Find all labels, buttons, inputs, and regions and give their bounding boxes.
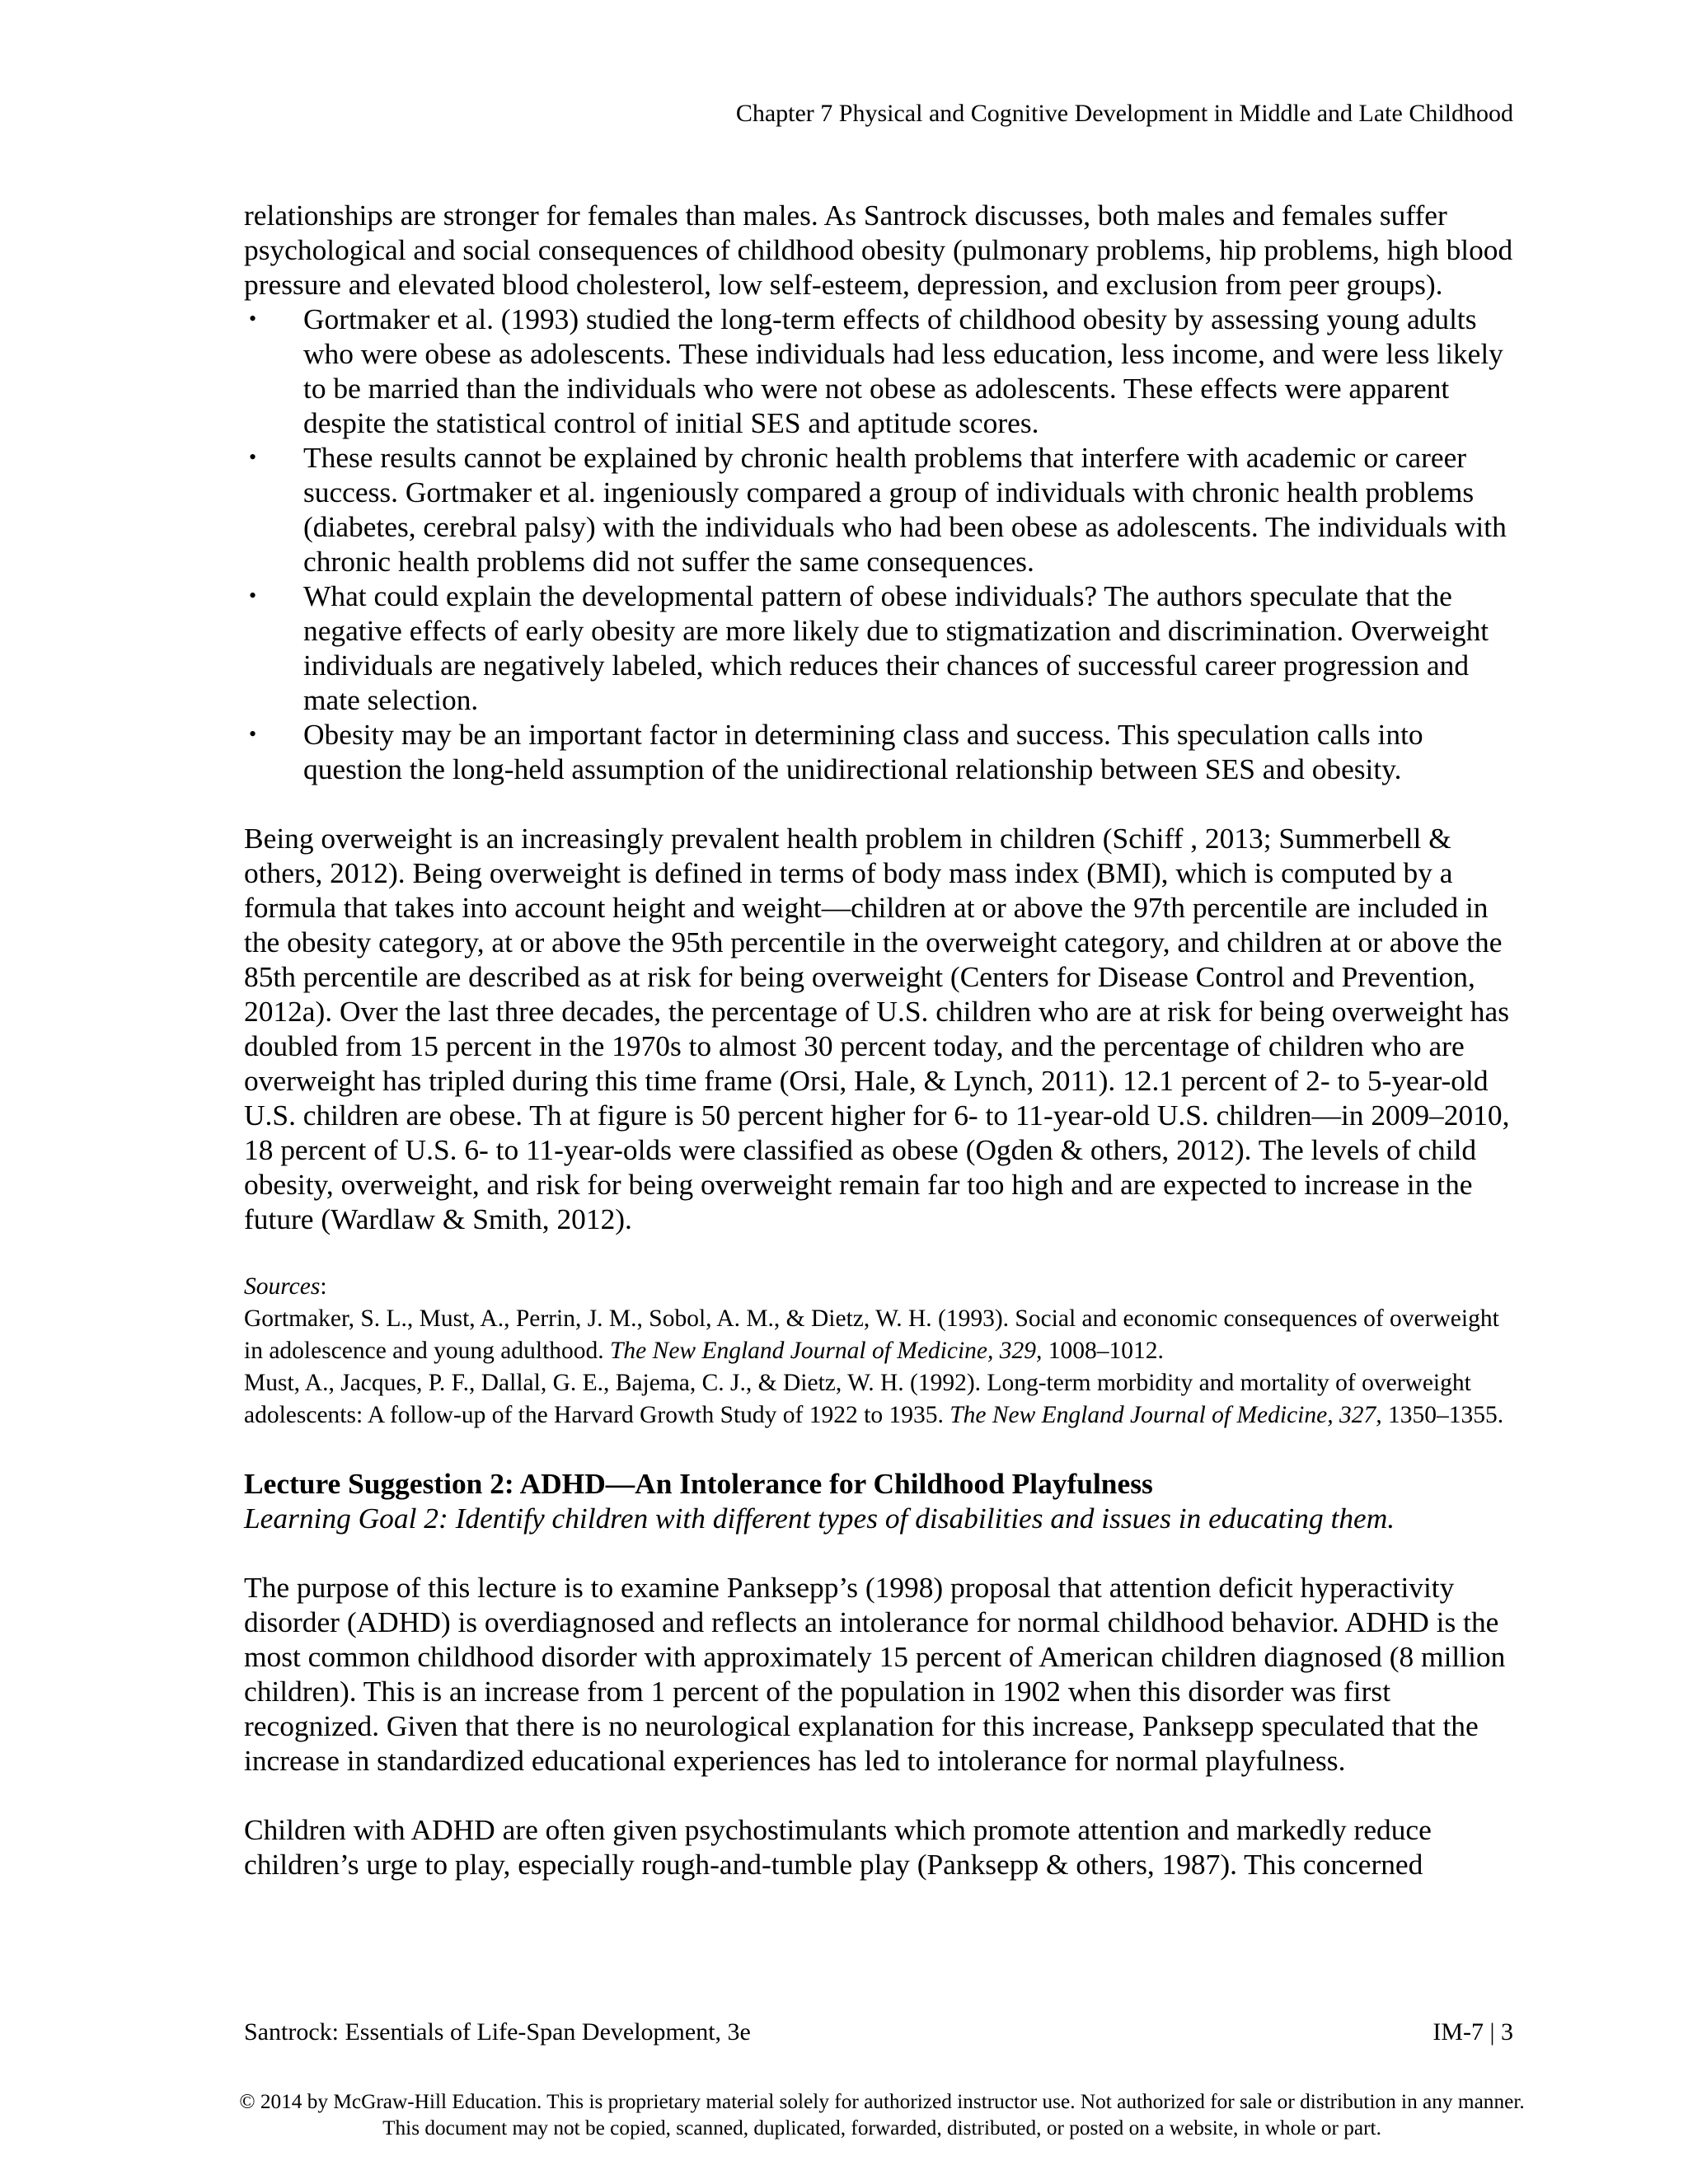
footer-page-number: IM-7 | 3 [1432,2018,1513,2046]
sources-heading [244,1271,1523,1303]
reference-1 [244,1303,1523,1367]
lecture-paragraph-2: Children with ADHD are often given psychostimulants which promote attention and markedly reduce children’s urge to play, especially rough-and-tumble play (Panksepp & others, 1987). This concerned [244,1813,1432,1881]
copyright-notice: © 2014 by McGraw-Hill Education. This is proprietary material solely for authorized instructor use. Not authorized for sale or distribution in any manner. This document may not be copied, scanned, duplicated, forwarded, distributed, or posted on a website, in whole or part. [239,2090,1525,2139]
learning-goal: Learning Goal 2: Identify children with different types of disabilities and issues in educating them. [244,1502,1395,1535]
bullet-list [244,302,1523,786]
bullet-text: Gortmaker et al. (1993) studied the long-term effects of childhood obesity by assessing young adults who were obese as adolescents. These individuals had less education, less income, and were less likely to be married than the individuals who were not obese as adolescents. These effects were apparent despite the statistical control of initial SES and aptitude scores. [303,302,1503,439]
running-header: Chapter 7 Physical and Cognitive Development in Middle and Late Childhood [735,100,1513,127]
lecture-heading-block [244,1466,1523,1535]
bullet-icon: • [249,445,257,469]
footer-book-title: Santrock: Essentials of Life-Span Development, 3e [244,2018,751,2046]
sources-colon: : [320,1273,327,1300]
bullet-item [244,717,1523,786]
bullet-icon: • [249,307,257,330]
overweight-paragraph: Being overweight is an increasingly prevalent health problem in children (Schiff , 2013; Summerbell & others, 2012). Being overweight is defined in terms of body mass index (BMI), which is computed by a formula that takes into account height and weight—children at or above the 97th percentile are included in the obesity category, at or above the 95th percentile in the overweight category, and children at or above the 85th percentile are described as at risk for being overweight (Centers for Disease Control and Prevention, 2012a). Over the last three decades, the percentage of U.S. children who are at risk for being overweight has doubled from 15 percent in the 1970s to almost 30 percent today, and the percentage of children who are overweight has tripled during this time frame (Orsi, Hale, & Lynch, 2011). 12.1 percent of 2- to 5-year-old U.S. children are obese. Th at figure is 50 percent higher for 6- to 11-year-old U.S. children—in 2009–2010, 18 percent of U.S. 6- to 11-year-olds were classified as obese (Ogden & others, 2012). The levels of child obesity, overweight, and risk for being overweight remain far too high and are expected to increase in the future (Wardlaw & Smith, 2012). [244,822,1510,1235]
reference-2-journal: The New England Journal of Medicine, 327, [950,1402,1382,1428]
sources-block [244,1271,1523,1432]
page-content [244,198,1523,1882]
bullet-text: What could explain the developmental pattern of obese individuals? The authors speculate that the negative effects of early obesity are more likely due to stigmatization and discrimination. Overweight individuals are negatively labeled, which reduces their chances of successful career progression and mate selection. [303,579,1489,716]
intro-paragraph: relationships are stronger for females than males. As Santrock discusses, both males and females suffer psychological and social consequences of childhood obesity (pulmonary problems, hip problems, high blood pressure and elevated blood cholesterol, low self-esteem, depression, and exclusion from peer groups). [244,199,1513,301]
bullet-icon: • [249,722,257,746]
lecture-heading: Lecture Suggestion 2: ADHD—An Intolerance for Childhood Playfulness [244,1467,1153,1500]
bullet-item [244,302,1523,440]
reference-1-pages: 1008–1012. [1042,1338,1164,1364]
bullet-item [244,579,1523,717]
bullet-icon: • [249,583,257,607]
sources-label: Sources [244,1273,321,1300]
reference-2 [244,1367,1523,1432]
reference-1-journal: The New England Journal of Medicine, 329, [610,1338,1043,1364]
reference-2-text: Must, A., Jacques, P. F., Dallal, G. E., Bajema, C. J., & Dietz, W. H. (1992). Long-term morbidity and mortality of overweight adolescents: A follow-up of the Harvard Growth Study of 1922 to 1935. [244,1370,1471,1428]
lecture-paragraph-1: The purpose of this lecture is to examine Panksepp’s (1998) proposal that attention deficit hyperactivity disorder (ADHD) is overdiagnosed and reflects an intolerance for normal childhood behavior. ADHD is the most common childhood disorder with approximately 15 percent of American children diagnosed (8 million children). This is an increase from 1 percent of the population in 1902 when this disorder was first recognized. Given that there is no neurological explanation for this increase, Panksepp speculated that the increase in standardized educational experiences has led to intolerance for normal playfulness. [244,1571,1506,1777]
bullet-item [244,440,1523,579]
bullet-text: Obesity may be an important factor in determining class and success. This speculation calls into question the long-held assumption of the unidirectional relationship between SES and obesity. [303,718,1423,785]
bullet-text: These results cannot be explained by chronic health problems that interfere with academic or career success. Gortmaker et al. ingeniously compared a group of individuals with chronic health problems (diabetes, cerebral palsy) with the individuals who had been obese as adolescents. The individuals with chronic health problems did not suffer the same consequences. [303,441,1507,578]
reference-1-text: Gortmaker, S. L., Must, A., Perrin, J. M., Sobol, A. M., & Dietz, W. H. (1993). Social and economic consequences of overweight in adolescence and young adulthood. [244,1305,1499,1364]
reference-2-pages: 1350–1355. [1381,1402,1504,1428]
